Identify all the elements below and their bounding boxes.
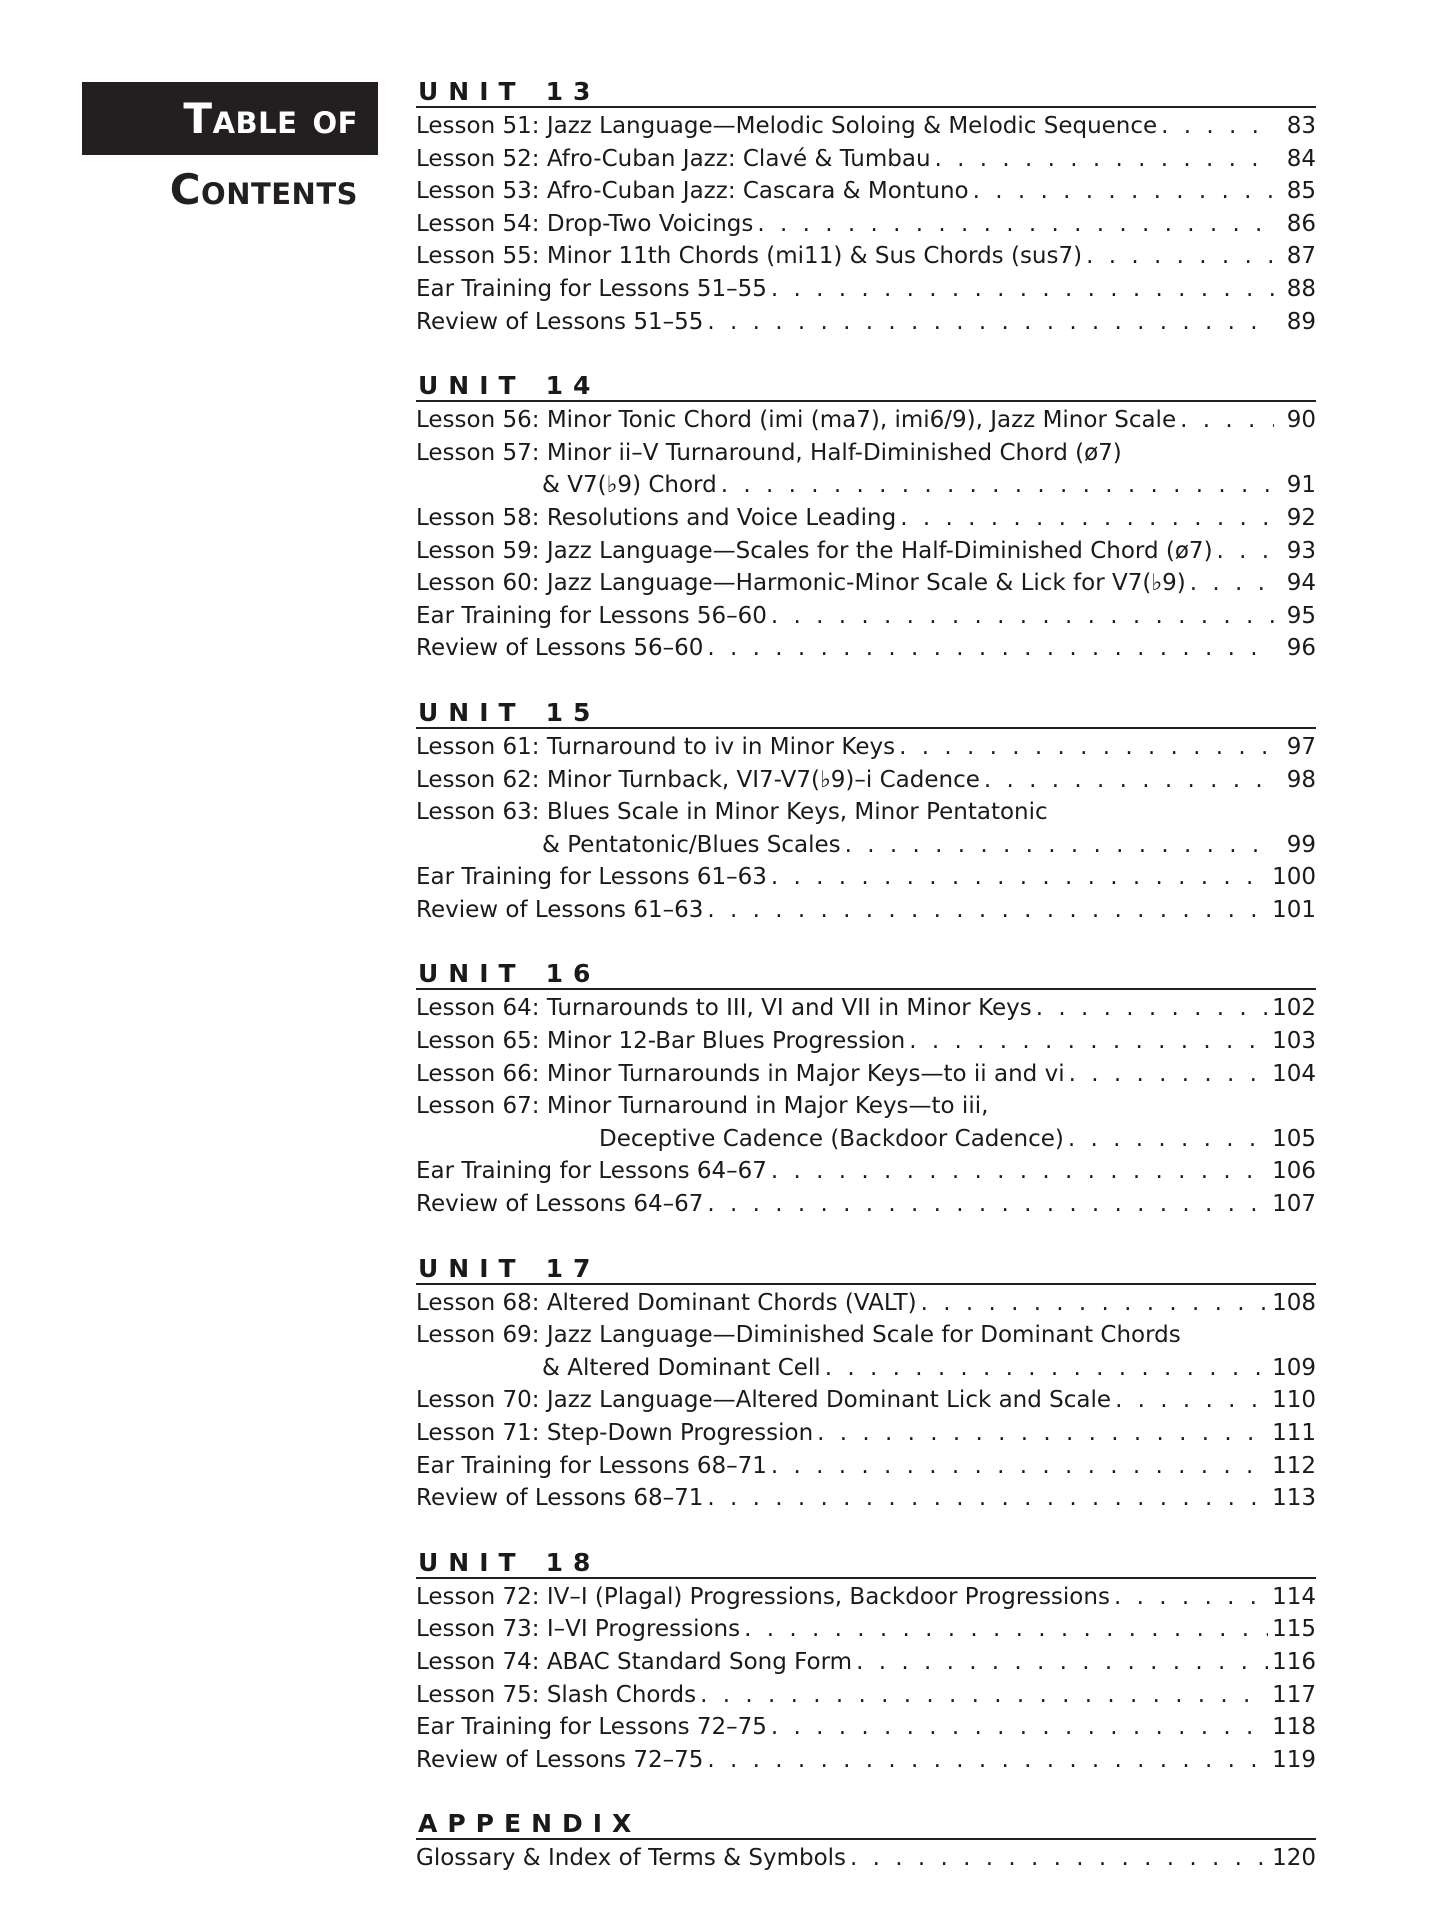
toc-entry[interactable]: Ear Training for Lessons 51–55 . . . 88: [416, 273, 1316, 306]
toc-entry[interactable]: Lesson 66: Minor Turnarounds in Major Keys—to ii and vi . . . 104: [416, 1058, 1316, 1091]
unit-number: 17: [545, 1253, 601, 1283]
unit-heading: [416, 699, 1316, 729]
toc-entry[interactable]: Lesson 73: I–VI Progressions . . . 115: [416, 1613, 1316, 1646]
toc-entry-continuation[interactable]: & Pentatonic/Blues Scales . . . 99: [416, 829, 1316, 862]
unit-word: UNIT: [418, 1253, 526, 1283]
table-of-contents: [416, 78, 1316, 1875]
unit-word: UNIT: [418, 77, 526, 106]
toc-entry[interactable]: Lesson 61: Turnaround to iv in Minor Keys . . . 97: [416, 731, 1316, 764]
toc-entry[interactable]: Review of Lessons 56–60 . . . 96: [416, 632, 1316, 665]
toc-entry[interactable]: Lesson 59: Jazz Language—Scales for the Half-Diminished Chord (ø7) . . . 93: [416, 535, 1316, 568]
toc-entry-first-line[interactable]: Lesson 67: Minor Turnaround in Major Keys—to iii,: [416, 1093, 989, 1120]
unit-word: UNIT: [418, 697, 526, 727]
toc-entry[interactable]: Lesson 68: Altered Dominant Chords (VALT) . . . 108: [416, 1287, 1316, 1320]
toc-entry[interactable]: Review of Lessons 64–67 . . . 107: [416, 1188, 1316, 1221]
toc-entry[interactable]: Lesson 55: Minor 11th Chords (mi11) & Sus Chords (sus7) . . . 87: [416, 240, 1316, 273]
unit-number: 18: [545, 1547, 601, 1577]
unit-15: [416, 699, 1316, 927]
unit-heading: [416, 78, 1316, 108]
toc-entry[interactable]: Lesson 65: Minor 12-Bar Blues Progression . . . 103: [416, 1025, 1316, 1058]
unit-number: 13: [545, 77, 601, 106]
unit-word: UNIT: [418, 371, 526, 401]
toc-entry[interactable]: Review of Lessons 72–75 . . . 119: [416, 1744, 1316, 1777]
toc-entry[interactable]: Review of Lessons 51–55 . . . 89: [416, 306, 1316, 339]
toc-entry[interactable]: Lesson 71: Step-Down Progression . . . 111: [416, 1417, 1316, 1450]
unit-heading: [416, 1255, 1316, 1285]
toc-entry[interactable]: Ear Training for Lessons 64–67 . . . 106: [416, 1155, 1316, 1188]
unit-number: 14: [545, 371, 601, 401]
toc-entry[interactable]: Lesson 75: Slash Chords . . . 117: [416, 1679, 1316, 1712]
toc-entry[interactable]: Lesson 51: Jazz Language—Melodic Soloing & Melodic Sequence . . . 83: [416, 110, 1316, 143]
toc-entry[interactable]: Lesson 72: IV–I (Plagal) Progressions, Backdoor Progressions . . . 114: [416, 1581, 1316, 1614]
toc-entry[interactable]: Ear Training for Lessons 61–63 . . . 100: [416, 861, 1316, 894]
appendix: [416, 1810, 1316, 1875]
toc-entry[interactable]: Lesson 74: ABAC Standard Song Form . . . 116: [416, 1646, 1316, 1679]
toc-entry[interactable]: Ear Training for Lessons 68–71 . . . 112: [416, 1450, 1316, 1483]
toc-entry[interactable]: Review of Lessons 68–71 . . . 113: [416, 1482, 1316, 1515]
unit-16: [416, 960, 1316, 1220]
toc-entry-first-line[interactable]: Lesson 63: Blues Scale in Minor Keys, Minor Pentatonic: [416, 799, 1048, 826]
unit-14: [416, 372, 1316, 665]
toc-entry[interactable]: Lesson 58: Resolutions and Voice Leading . . . 92: [416, 502, 1316, 535]
toc-entry-continuation[interactable]: & Altered Dominant Cell . . . 109: [416, 1352, 1316, 1385]
unit-number: 16: [545, 959, 601, 989]
toc-title-line2: Contents: [169, 165, 358, 214]
appendix-heading: APPENDIX: [416, 1810, 1316, 1840]
unit-18: [416, 1549, 1316, 1777]
unit-17: [416, 1255, 1316, 1515]
toc-entry[interactable]: Lesson 53: Afro-Cuban Jazz: Cascara & Montuno . . . 85: [416, 175, 1316, 208]
toc-entry[interactable]: Lesson 60: Jazz Language—Harmonic-Minor Scale & Lick for V7(♭9) . . . 94: [416, 567, 1316, 600]
toc-entry-first-line[interactable]: Lesson 57: Minor ii–V Turnaround, Half-Diminished Chord (ø7): [416, 439, 1122, 466]
toc-entry[interactable]: Lesson 54: Drop-Two Voicings . . . 86: [416, 208, 1316, 241]
toc-entry[interactable]: Lesson 52: Afro-Cuban Jazz: Clavé & Tumbau . . . 84: [416, 143, 1316, 176]
unit-word: UNIT: [418, 1547, 526, 1577]
unit-13: [416, 78, 1316, 338]
toc-entry[interactable]: Ear Training for Lessons 56–60 . . . 95: [416, 600, 1316, 633]
unit-heading: [416, 372, 1316, 402]
unit-number: 15: [545, 697, 601, 727]
toc-entry[interactable]: Glossary & Index of Terms & Symbols . . . 120: [416, 1842, 1316, 1875]
toc-entry[interactable]: Lesson 64: Turnarounds to III, VI and VII in Minor Keys . . . 102: [416, 992, 1316, 1025]
unit-heading: [416, 960, 1316, 990]
toc-entry-first-line[interactable]: Lesson 69: Jazz Language—Diminished Scale for Dominant Chords: [416, 1322, 1181, 1349]
unit-heading: [416, 1549, 1316, 1579]
toc-entry[interactable]: Lesson 56: Minor Tonic Chord (imi (ma7), imi6/9), Jazz Minor Scale . . . 90: [416, 404, 1316, 437]
toc-entry-continuation[interactable]: & V7(♭9) Chord . . . 91: [416, 469, 1316, 502]
toc-title-box: [82, 82, 378, 155]
toc-entry[interactable]: Review of Lessons 61–63 . . . 101: [416, 894, 1316, 927]
toc-title-line1: Table of: [183, 94, 358, 143]
toc-entry[interactable]: Lesson 62: Minor Turnback, VI7-V7(♭9)–i Cadence . . . 98: [416, 764, 1316, 797]
toc-entry[interactable]: Ear Training for Lessons 72–75 . . . 118: [416, 1711, 1316, 1744]
toc-entry-continuation[interactable]: Deceptive Cadence (Backdoor Cadence) . . . 105: [416, 1123, 1316, 1156]
unit-word: UNIT: [418, 959, 526, 989]
toc-entry[interactable]: Lesson 70: Jazz Language—Altered Dominant Lick and Scale . . . 110: [416, 1384, 1316, 1417]
